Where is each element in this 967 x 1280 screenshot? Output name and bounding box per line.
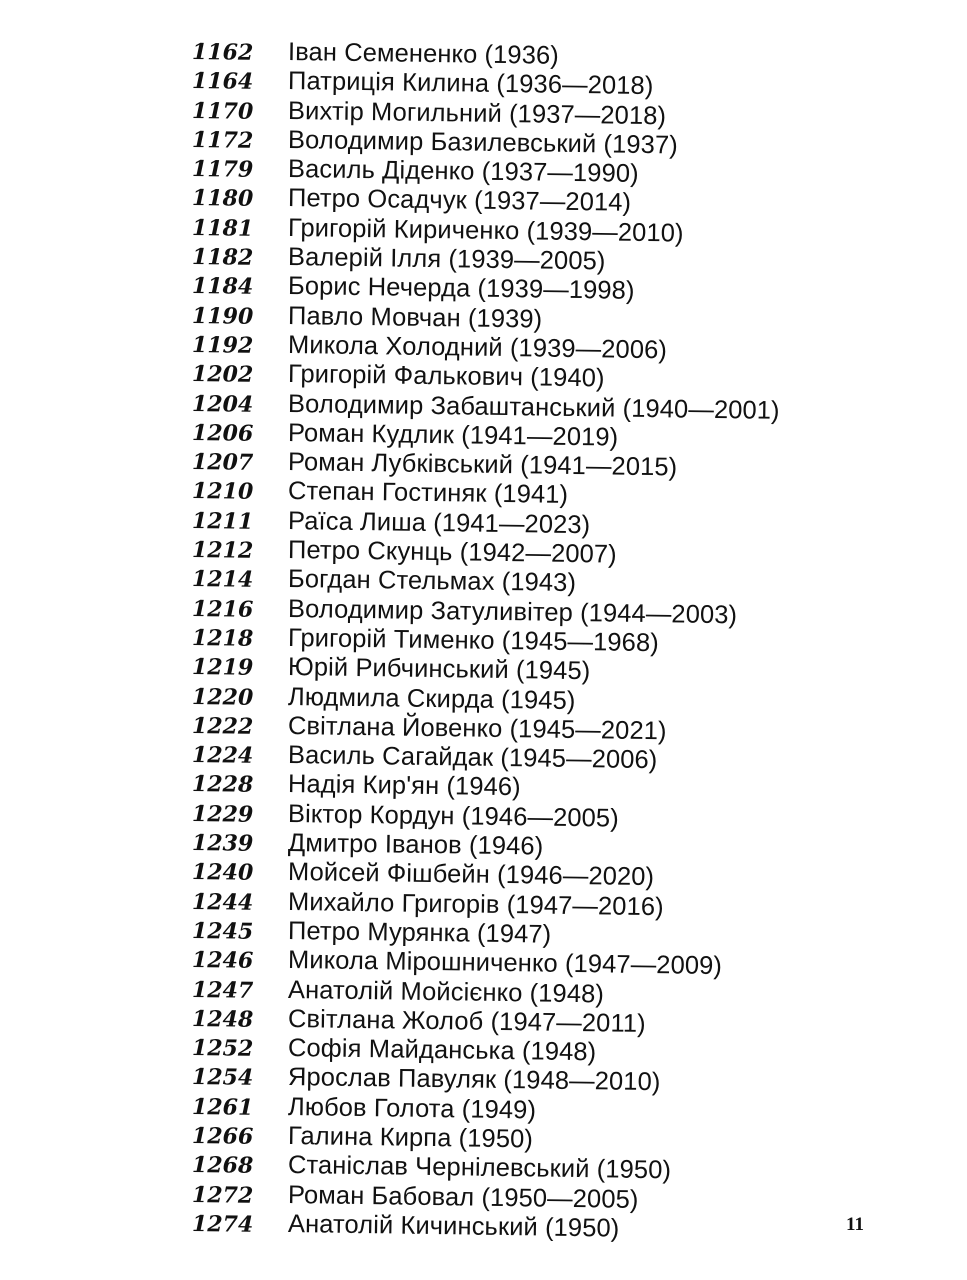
list-item [0, 564, 967, 598]
entry-number: 1211 [191, 507, 254, 535]
entry-number: 1164 [191, 68, 254, 96]
entry-number: 1268 [191, 1152, 254, 1180]
list-item [0, 740, 967, 775]
entry-text: Григорій Фалькович (1940) [287, 360, 605, 393]
entry-number: 1252 [191, 1035, 254, 1062]
entry-number: 1222 [191, 712, 254, 740]
entry-number: 1261 [191, 1093, 254, 1121]
list-item [0, 1121, 967, 1154]
list-item [0, 1062, 967, 1097]
list-item [0, 682, 967, 715]
list-item [0, 183, 967, 218]
list-item [0, 857, 967, 892]
entry-number: 1180 [191, 185, 254, 213]
entry-number: 1204 [191, 390, 254, 418]
list-item [0, 242, 967, 276]
list-item [0, 799, 967, 833]
list-item [0, 154, 967, 189]
entry-text: Віктор Кордун (1946—2005) [287, 799, 619, 833]
entry-number: 1210 [191, 478, 254, 506]
entry-text: Галина Кирпа (1950) [287, 1121, 534, 1154]
list-item [0, 916, 967, 949]
list-item [0, 96, 967, 130]
list-item [0, 447, 967, 482]
list-item [0, 535, 967, 569]
entry-number: 1220 [191, 683, 254, 711]
entry-text: Мойсей Фішбейн (1946—2020) [287, 858, 655, 892]
list-item [0, 213, 967, 248]
entry-text: Анатолій Мойсієнко (1948) [287, 975, 605, 1008]
list-item [0, 1033, 967, 1067]
entry-text: Людмила Скирда (1945) [287, 682, 576, 715]
entry-number: 1274 [191, 1210, 254, 1238]
entry-number: 1224 [191, 742, 254, 769]
entry-text: Степан Гостиняк (1941) [287, 477, 569, 510]
list-item [0, 330, 967, 365]
entry-number: 1192 [191, 331, 254, 359]
entry-number: 1248 [191, 1005, 254, 1033]
entry-text: Анатолій Кичинський (1950) [287, 1209, 620, 1243]
page-number: 11 [846, 1214, 864, 1235]
entry-number: 1240 [191, 859, 254, 887]
entry-text: Василь Діденко (1937—1990) [287, 155, 639, 189]
entry-text: Раїса Лиша (1941—2023) [287, 506, 591, 539]
entry-text: Юрій Рибчинський (1945) [287, 653, 591, 686]
list-item [0, 1150, 967, 1185]
entry-number: 1212 [191, 537, 254, 564]
entry-text: Патриція Килина (1936—2018) [287, 67, 654, 101]
list-item [0, 652, 967, 686]
entry-text: Григорій Тименко (1945—1968) [287, 623, 660, 658]
entry-number: 1181 [191, 214, 254, 242]
entry-number: 1184 [191, 273, 254, 301]
list-item [0, 37, 967, 70]
list-item [0, 1180, 967, 1214]
entry-number: 1214 [191, 566, 254, 594]
entry-number: 1245 [191, 917, 254, 945]
list-item [0, 945, 967, 981]
entry-text: Софія Майданська (1948) [287, 1034, 597, 1067]
entry-text: Микола Холодний (1939—2006) [287, 330, 668, 365]
entry-text: Борис Нечерда (1939—1998) [287, 272, 635, 306]
list-item [0, 506, 967, 539]
entry-number: 1247 [191, 976, 254, 1004]
entry-number: 1244 [191, 888, 254, 916]
entry-text: Світлана Жолоб (1947—2011) [287, 1004, 646, 1038]
entry-text: Михайло Григорів (1947—2016) [287, 887, 664, 921]
entry-text: Світлана Йовенко (1945—2021) [287, 711, 667, 746]
entry-number: 1202 [191, 361, 254, 389]
entry-number: 1239 [191, 830, 254, 857]
list-item [0, 1004, 967, 1038]
entry-number: 1190 [191, 302, 254, 330]
entry-text: Роман Кудлик (1941—2019) [287, 418, 619, 452]
entry-text: Надія Кир'ян (1946) [287, 770, 521, 802]
entry-number: 1266 [191, 1122, 254, 1150]
list-item [0, 769, 967, 802]
entry-number: 1218 [191, 624, 254, 652]
list-item [0, 623, 967, 658]
entry-number: 1246 [191, 947, 254, 975]
entry-number: 1228 [191, 771, 254, 799]
entry-number: 1179 [191, 156, 254, 184]
entry-number: 1182 [191, 244, 254, 271]
entry-number: 1172 [191, 126, 254, 154]
entry-text: Григорій Кириченко (1939—2010) [287, 213, 684, 248]
entry-number: 1219 [191, 654, 254, 682]
entry-text: Петро Осадчук (1937—2014) [287, 184, 632, 218]
list-item [0, 828, 967, 861]
entry-number: 1170 [191, 97, 254, 125]
list-item [0, 125, 967, 160]
entry-text: Володимир Забаштанський (1940—2001) [287, 389, 780, 425]
entry-text: Вихтір Могильний (1937—2018) [287, 96, 667, 130]
list-item [0, 1209, 967, 1243]
entry-number: 1254 [191, 1064, 254, 1092]
entry-number: 1229 [191, 800, 254, 828]
list-item [0, 66, 967, 101]
entry-text: Петро Мурянка (1947) [287, 916, 552, 949]
entry-text: Богдан Стельмах (1943) [287, 565, 577, 598]
entry-text: Володимир Затуливітер (1944—2003) [287, 594, 738, 629]
entry-text: Володимир Базилевський (1937) [287, 125, 679, 160]
entry-number: 1216 [191, 595, 254, 623]
list-item [0, 271, 967, 306]
entry-text: Роман Бабовал (1950—2005) [287, 1180, 639, 1214]
entry-number: 1272 [191, 1181, 254, 1209]
entry-text: Павло Мовчан (1939) [287, 301, 543, 334]
entry-number: 1162 [191, 39, 254, 66]
entry-text: Іван Семененко (1936) [287, 38, 560, 70]
entry-number: 1206 [191, 419, 254, 447]
entry-text: Петро Скунць (1942—2007) [287, 536, 617, 569]
entry-text: Василь Сагайдак (1945—2006) [287, 741, 658, 775]
list-item [0, 711, 967, 746]
list-item [0, 389, 967, 425]
entry-list [0, 37, 967, 1243]
entry-text: Любов Голота (1949) [287, 1092, 537, 1125]
list-item [0, 301, 967, 334]
list-item [0, 1092, 967, 1125]
list-item [0, 359, 967, 393]
list-item [0, 418, 967, 452]
entry-text: Роман Лубківський (1941—2015) [287, 448, 678, 482]
entry-number: 1207 [191, 449, 254, 477]
entry-text: Дмитро Іванов (1946) [287, 829, 544, 861]
entry-text: Микола Мірошниченко (1947—2009) [287, 946, 723, 981]
list-item [0, 975, 967, 1008]
entry-text: Станіслав Чернілевський (1950) [287, 1151, 672, 1185]
entry-text: Валерій Ілля (1939—2005) [287, 243, 606, 276]
list-item [0, 594, 967, 629]
entry-text: Ярослав Павуляк (1948—2010) [287, 1063, 661, 1097]
list-item [0, 887, 967, 921]
list-item [0, 476, 967, 510]
